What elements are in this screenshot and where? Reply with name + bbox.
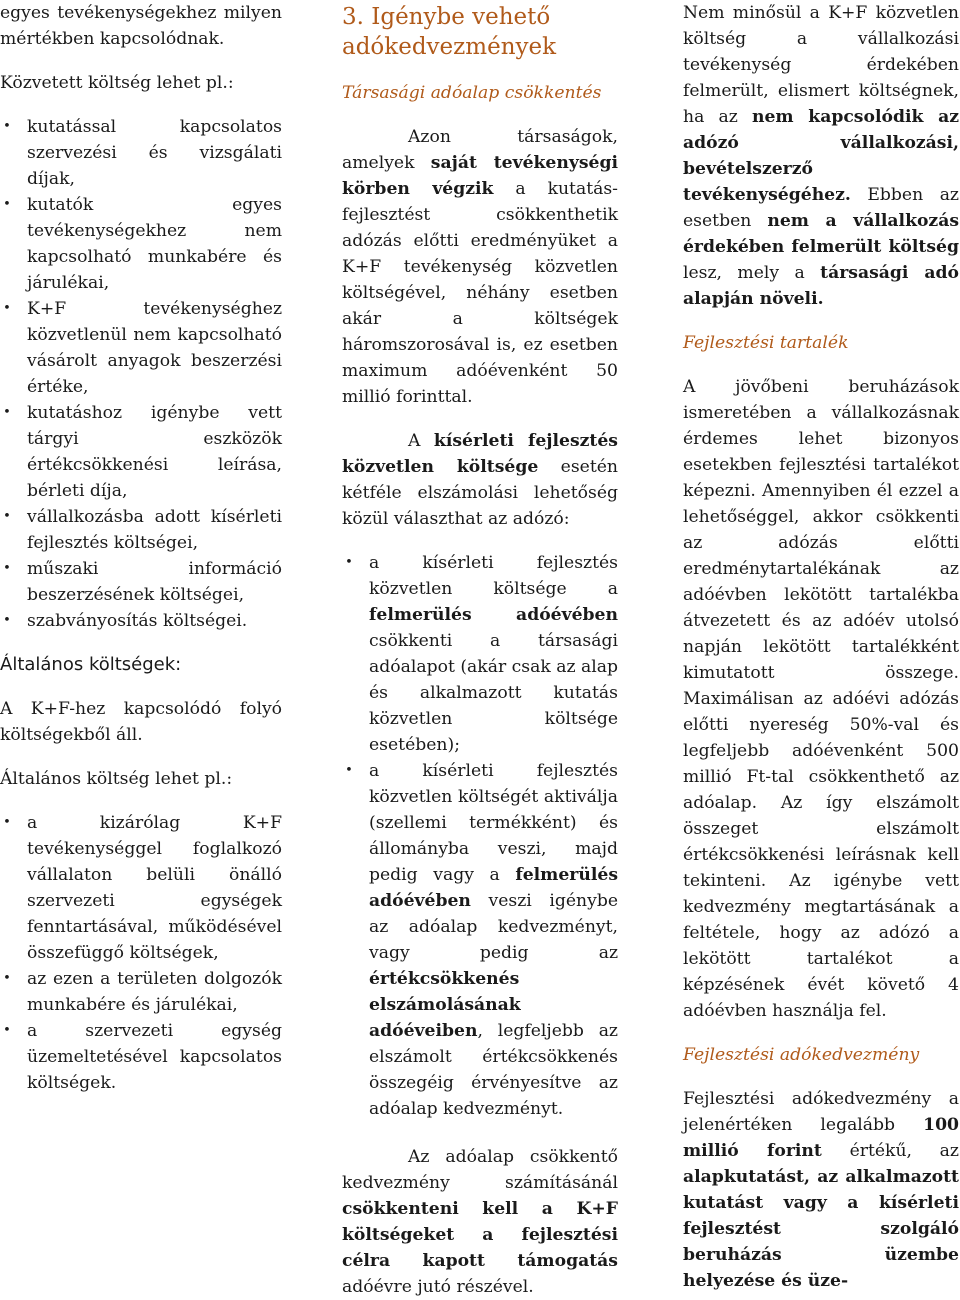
list-item: • vállalkozásba adott kísérleti fejlesztés költségei, bbox=[0, 504, 282, 556]
indirect-cost-list bbox=[0, 114, 282, 634]
general-cost-description: A K+F-hez kapcsolódó folyó költségekből áll. bbox=[0, 699, 282, 745]
bullet-icon: • bbox=[3, 119, 11, 134]
column-2 bbox=[342, 2, 618, 1300]
bullet-icon: • bbox=[3, 405, 11, 420]
general-cost-list bbox=[0, 810, 282, 1096]
paragraph-not-qualifying: Nem minősül a K+F közvetlen költség a vállalkozási tevékenység érdekében felmerült, elismert költségnek, ha az nem kapcsolódik az adózó vállalkozási, bevételszerző tevékenységéhez. Ebben az esetben nem a vállalkozás érdekében felmerült költség lesz, mely a társasági adó alapján növeli. bbox=[683, 3, 960, 309]
list-item: • a kísérleti fejlesztés közvetlen költségét aktiválja (szellemi termékként) és állományba veszi, majd pedig vagy a felmerülés adóévében veszi igénybe az adóalap kedvezményt, vagy pedig az értékcsökkenés elszámolásának adóéveiben, legfeljebb az elszámolt értékcsökkenés összegéig érvényesítve az adóalap kedvezményt. bbox=[342, 758, 618, 1122]
bullet-icon: • bbox=[345, 763, 353, 778]
accounting-options-list bbox=[342, 550, 618, 1122]
column-3 bbox=[683, 0, 959, 1294]
indirect-cost-heading: Közvetett költség lehet pl.: bbox=[0, 73, 234, 93]
section-title: 3. Igénybe vehető adókedvezmények bbox=[342, 4, 557, 60]
bullet-icon: • bbox=[345, 555, 353, 570]
paragraph-development-tax-credit: Fejlesztési adókedvezmény a jelenértéken legalább 100 millió forint értékű, az alapkutatást, az alkalmazott kutatást vagy a kísérleti fejlesztést szolgáló beruházás üzembe helyezése és üze- bbox=[683, 1089, 959, 1291]
list-item: • szabványosítás költségei. bbox=[0, 608, 282, 634]
bullet-icon: • bbox=[3, 613, 11, 628]
list-item: • kutatók egyes tevékenységekhez nem kapcsolható munkabére és járulékai, bbox=[0, 192, 282, 296]
subhead-development-reserve: Fejlesztési tartalék bbox=[683, 333, 849, 353]
bullet-icon: • bbox=[3, 561, 11, 576]
bullet-icon: • bbox=[3, 197, 11, 212]
general-cost-title: Általános költségek: bbox=[0, 654, 182, 675]
bullet-icon: • bbox=[3, 509, 11, 524]
subhead-tax-base-reduction: Társasági adóalap csökkentés bbox=[342, 83, 602, 103]
column-1 bbox=[0, 0, 282, 1096]
paragraph-support-deduction: Az adóalap csökkentő kedvezmény számításánál csökkenteni kell a K+F költségeket a fejlesztési célra kapott támogatás adóévre jutó részével. bbox=[342, 1147, 618, 1297]
subhead-development-tax-credit: Fejlesztési adókedvezmény bbox=[683, 1045, 920, 1065]
list-item: • K+F tevékenységhez közvetlenül nem kapcsolható vásárolt anyagok beszerzési értéke, bbox=[0, 296, 282, 400]
list-item: • kutatáshoz igénybe vett tárgyi eszközök értékcsökkenési leírása, bérleti díja, bbox=[0, 400, 282, 504]
bullet-icon: • bbox=[3, 1023, 11, 1038]
intro-text: egyes tevékenységekhez milyen mértékben kapcsolódnak. bbox=[0, 3, 282, 49]
bullet-icon: • bbox=[3, 301, 11, 316]
list-item: • az ezen a területen dolgozók munkabére és járulékai, bbox=[0, 966, 282, 1018]
paragraph-experimental-dev: A kísérleti fejlesztés közvetlen költsége esetén kétféle elszámolási lehetőség közül választhat az adózó: bbox=[342, 431, 618, 529]
list-item: • a szervezeti egység üzemeltetésével kapcsolatos költségek. bbox=[0, 1018, 282, 1096]
bullet-icon: • bbox=[3, 971, 11, 986]
general-cost-heading: Általános költség lehet pl.: bbox=[0, 769, 233, 789]
bullet-icon: • bbox=[3, 815, 11, 830]
list-item: • műszaki információ beszerzésének költségei, bbox=[0, 556, 282, 608]
list-item: • a kizárólag K+F tevékenységgel foglalkozó vállalaton belüli önálló szervezeti egységek fenntartásával, működésével összefüggő költségek, bbox=[0, 810, 282, 966]
paragraph-development-reserve: A jövőbeni beruházások ismeretében a vállalkozásnak érdemes lehet bizonyos esetekben fejlesztési tartalékot képezni. Amennyiben él ezzel a lehetőséggel, akkor csökkenti az adózás előtti eredménytartalékának az adóévben lekötött tartalékba átvezetett és az adóév utolsó napján lekötött tartalékként kimutatott összege. Maximálisan az adóévi adózás előtti nyereség 50%-val és legfeljebb adóévenként 500 millió Ft-tal csökkenthető az adóalap. Az így elszámolt összeget elszámolt értékcsökkenési leírásnak kell tekinteni. Az igénybe vett kedvezmény megtartásának a feltétele, hogy az adózó a lekötött tartalékot a képzésének évét követő 4 adóévben használja fel. bbox=[683, 377, 959, 1021]
list-item: • a kísérleti fejlesztés közvetlen költsége a felmerülés adóévében csökkenti a társasági adóalapot (akár csak az alap és alkalmazott kutatás közvetlen költsége esetében); bbox=[342, 550, 618, 758]
list-item: • kutatással kapcsolatos szervezési és vizsgálati díjak, bbox=[0, 114, 282, 192]
paragraph-own-activity: Azon társaságok, amelyek saját tevékenységi körben végzik a kutatás-fejlesztést csökkenthetik adózás előtti eredményüket a K+F tevékenység közvetlen költségével, néhány esetben akár a költségek háromszorosával is, ez esetben maximum adóévenként 50 millió forinttal. bbox=[342, 127, 618, 407]
